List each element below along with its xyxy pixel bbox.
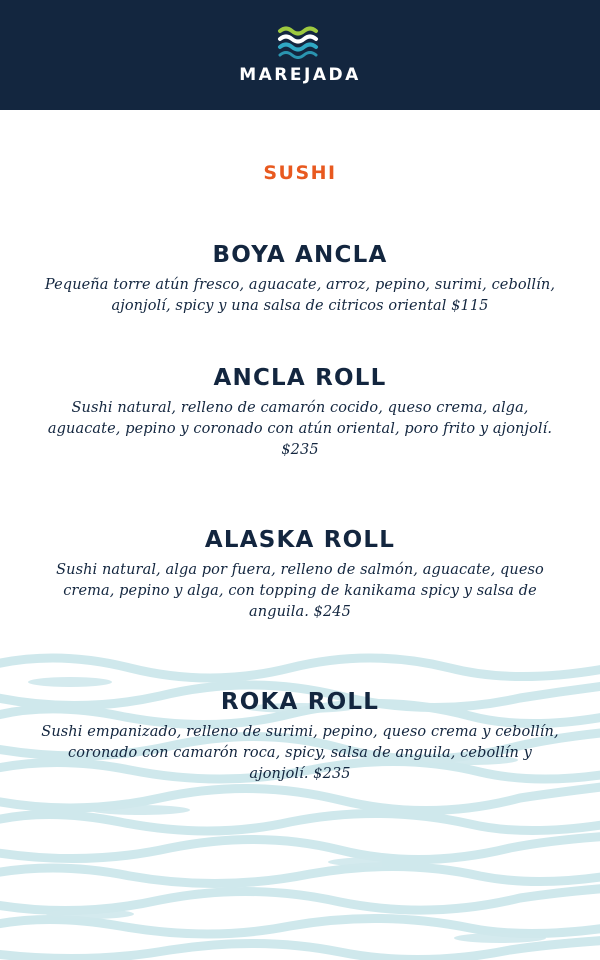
spacer: [0, 671, 600, 689]
menu-item: [0, 242, 600, 317]
menu-item-name: ANCLA ROLL: [213, 365, 387, 392]
menu-item: [0, 365, 600, 461]
page-title: SUSHI: [263, 162, 337, 184]
menu-item-name: BOYA ANCLA: [212, 242, 388, 268]
menu-item-description: Sushi natural, relleno de camarón cocido, queso crema, alga, aguacate, pepino y coronado con atún oriental, poro frito y ajonjolí. $235: [47, 400, 553, 459]
wave-lines-logo-icon: [276, 25, 324, 59]
menu-item-description: Sushi natural, alga por fuera, relleno de salmón, aguacate, queso crema, pepino y alga, con topping de kanikama spicy y salsa de anguila. $245: [56, 562, 544, 621]
spacer: [0, 509, 600, 527]
menu-item: [0, 689, 600, 785]
menu-item-description: Sushi empanizado, relleno de surimi, pepino, queso crema y cebollín, coronado con camarón roca, spicy, salsa de anguila, cebollín y ajonjolí. $235: [41, 724, 559, 783]
brand-header: [0, 0, 600, 110]
menu-item-name: ALASKA ROLL: [204, 527, 396, 554]
menu-item-name: ROKA ROLL: [220, 689, 380, 716]
menu-item-description: Pequeña torre atún fresco, aguacate, arroz, pepino, surimi, cebollín, ajonjolí, spicy y una salsa de citricos oriental $115: [44, 277, 556, 315]
menu-content: [0, 110, 600, 785]
brand-name: MAREJADA: [239, 65, 361, 85]
menu-item: [0, 527, 600, 623]
